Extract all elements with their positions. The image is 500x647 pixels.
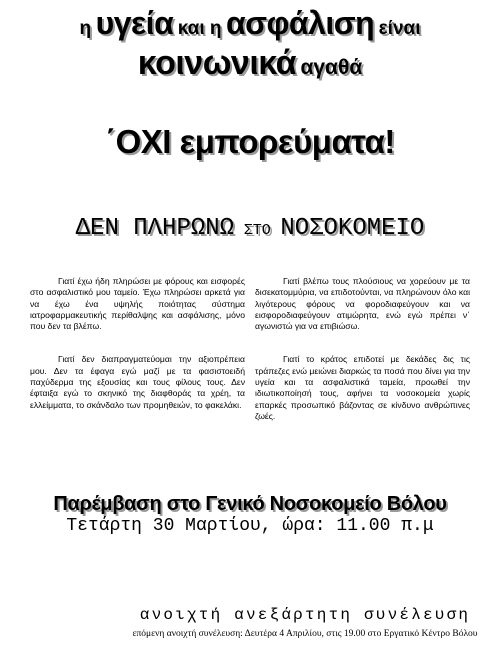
assembly-name: ανοιχτή ανεξάρτητη συνέλευση: [139, 606, 471, 624]
headline-word: είναι: [378, 18, 421, 39]
paragraph: Γιατί έχω ήδη πληρώσει με φόρους και εισφορές στο ασφαλιστικό μου ταμείο. Έχω πληρώσει αρκετά για να έχω ένα υψηλής ποιότητας σύστημα ιατροφαρμακευτικής περίθαλψης και ασφάλισης, μόνο που δεν τα βλέπω.: [30, 276, 245, 332]
paragraph: Γιατί βλέπω τους πλούσιους να χορεύουν με τα δισεκατομμύρια, να επιδοτούνται, να πληρώνουν όλο και λιγότερους φόρους να φοροδιαφεύγουν και να εισφοροδιαφεύγουν ατιμώρητα, ενώ εγώ πρέπει ν΄ αγωνιστώ για να επιβιώσω.: [255, 276, 470, 332]
event-title: Παρέμβαση στο Γενικό Νοσοκομείο Βόλου: [53, 493, 447, 515]
headline-word: η: [79, 18, 92, 39]
headline-word-health: υγεία: [95, 5, 174, 41]
headline-word: και η: [177, 18, 222, 39]
event-time: Τετάρτη 30 Μαρτίου, ώρα: 11.00 π.μ: [66, 516, 434, 536]
headline-dont-pay: [0, 213, 500, 247]
headline-word: ΣΤΟ: [243, 222, 271, 239]
paragraph: Γιατί το κράτος επιδοτεί με δεκάδες δις τις τράπεζες ενώ μειώνει διαρκώς τα ποσά που δίνει για την υγεία και τα ασφαλιστικά ταμεία, προωθεί την ιδιωτικοποίησή τους, αφήνει τα νοσοκομεία χωρίς επαρκές προσωπικό βάζοντας σε κίνδυνο ανθρώπινες ζωές.: [255, 354, 470, 421]
text-column-left: [30, 276, 245, 433]
headline-word-goods: αγαθά: [300, 56, 363, 79]
next-meeting-note: επόμενη ανοιχτή συνέλευση: Δευτέρα 4 Απριλίου, στις 19.00 στο Εργατικό Κέντρο Βόλου: [132, 629, 478, 639]
paragraph: Γιατί δεν διαπραγματεύομαι την αξιοπρέπεια μου. Δεν τα έφαγα εγώ μαζί με τα φασιστοειδή παχύδερμα της εξουσίας και τους φίλους τους. Δεν έφταιξα εγώ το σκηνικό της διαφθοράς τα χρέη, τα ελλείμματα, το σκάνδαλο των προμηθειών, το φακελάκι.: [30, 354, 245, 410]
headline-word: ΔΕΝ ΠΛΗΡΩΝΩ: [75, 215, 235, 242]
headline-word-insurance: ασφάλιση: [225, 5, 375, 41]
headline-line-1: [0, 5, 500, 48]
headline-line-2: [0, 43, 500, 90]
headline-word: ΝΟΣΟΚΟΜΕΙΟ: [280, 215, 425, 242]
text-column-right: [255, 276, 470, 444]
headline-not-commodities: ΄ΟΧΙ εμπορεύματα!: [105, 123, 395, 160]
headline-word-social: κοινωνικά: [137, 44, 297, 82]
